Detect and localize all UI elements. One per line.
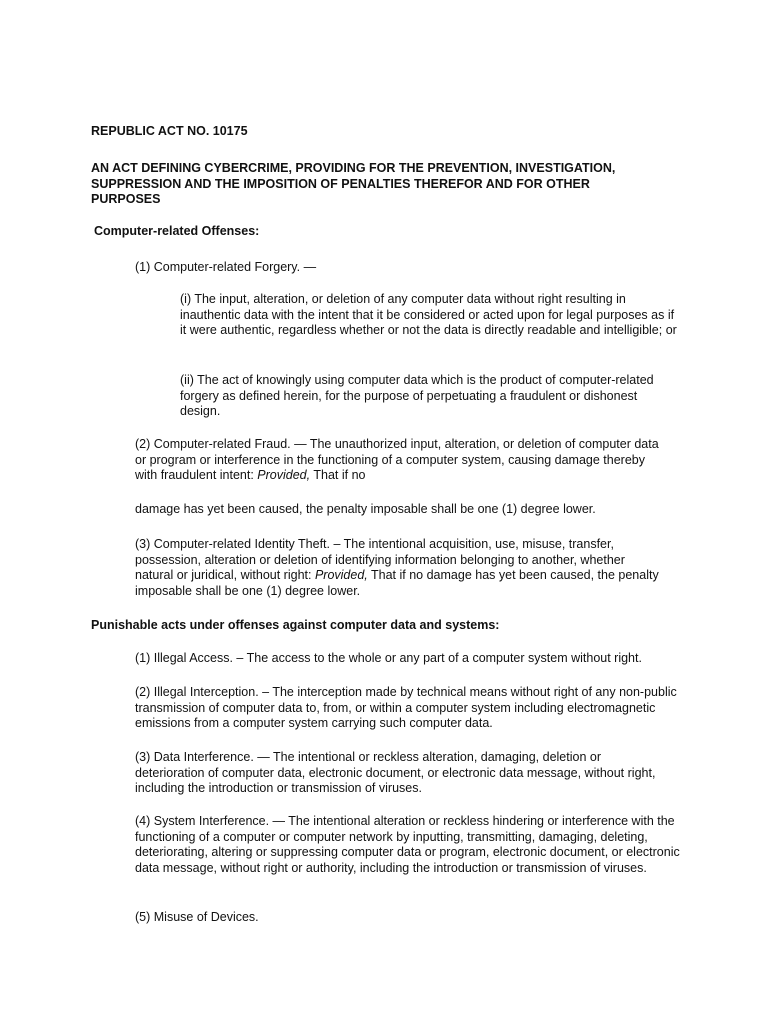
illegal-access-item: (1) Illegal Access. – The access to the whole or any part of a computer system without right.	[135, 651, 642, 665]
fraud-tail: That if no	[310, 468, 366, 483]
illegal-interception-item: (2) Illegal Interception. – The interception made by technical means without right of any non-public transmission of computer data to, from, or within a computer system including electromagnetic emissions from a computer system carrying such computer data.	[135, 685, 677, 731]
fraud-paragraph	[135, 437, 670, 484]
identity-theft-paragraph	[135, 537, 660, 599]
forgery-heading: (1) Computer-related Forgery. —	[135, 260, 317, 274]
forgery-clause-i: (i) The input, alteration, or deletion of any computer data without right resulting in inauthentic data with the intent that it be considered or acted upon for legal purposes as if it were authentic, regardless whether or not the data is directly readable and intelligible; or	[180, 292, 677, 338]
system-interference-item: (4) System Interference. — The intentional alteration or reckless hindering or interference with the functioning of a computer or computer network by inputting, transmitting, damaging, deleting, deteriorating, altering or suppressing computer data or program, electronic document, or electronic data message, without right or authority, including the introduction or transmission of viruses.	[135, 814, 680, 875]
document-subtitle: AN ACT DEFINING CYBERCRIME, PROVIDING FOR THE PREVENTION, INVESTIGATION, SUPPRESSION AND THE IMPOSITION OF PENALTIES THEREFOR AND FOR OTHER PURPOSES	[91, 161, 616, 207]
fraud-provided: Provided,	[257, 468, 311, 483]
section1-heading: Computer-related Offenses:	[94, 224, 260, 238]
fraud-text: (2) Computer-related Fraud. — The unauthorized input, alteration, or deletion of computer data or program or interference in the functioning of a computer system, causing damage thereby with fraudulent intent:	[135, 437, 659, 483]
document-title: REPUBLIC ACT NO. 10175	[91, 124, 248, 138]
forgery-clause-ii: (ii) The act of knowingly using computer data which is the product of computer-related forgery as defined herein, for the purpose of perpetuating a fraudulent or dishonest design.	[180, 373, 654, 419]
misuse-of-devices-item: (5) Misuse of Devices.	[135, 910, 259, 924]
data-interference-item: (3) Data Interference. — The intentional or reckless alteration, damaging, deletion or deterioration of computer data, electronic document, or electronic data message, without right, including the introduction or transmission of viruses.	[135, 750, 656, 796]
section2-heading: Punishable acts under offenses against computer data and systems:	[91, 618, 500, 632]
identity-theft-tail: That if no damage has yet been caused, the penalty imposable shall be one (1) degree lower.	[135, 568, 659, 598]
fraud-continued: damage has yet been caused, the penalty imposable shall be one (1) degree lower.	[135, 502, 596, 516]
identity-theft-text: (3) Computer-related Identity Theft. – The intentional acquisition, use, misuse, transfer, possession, alteration or deletion of identifying information belonging to another, whether natural or juridical, without right:	[135, 537, 625, 583]
identity-theft-provided: Provided,	[314, 568, 368, 583]
